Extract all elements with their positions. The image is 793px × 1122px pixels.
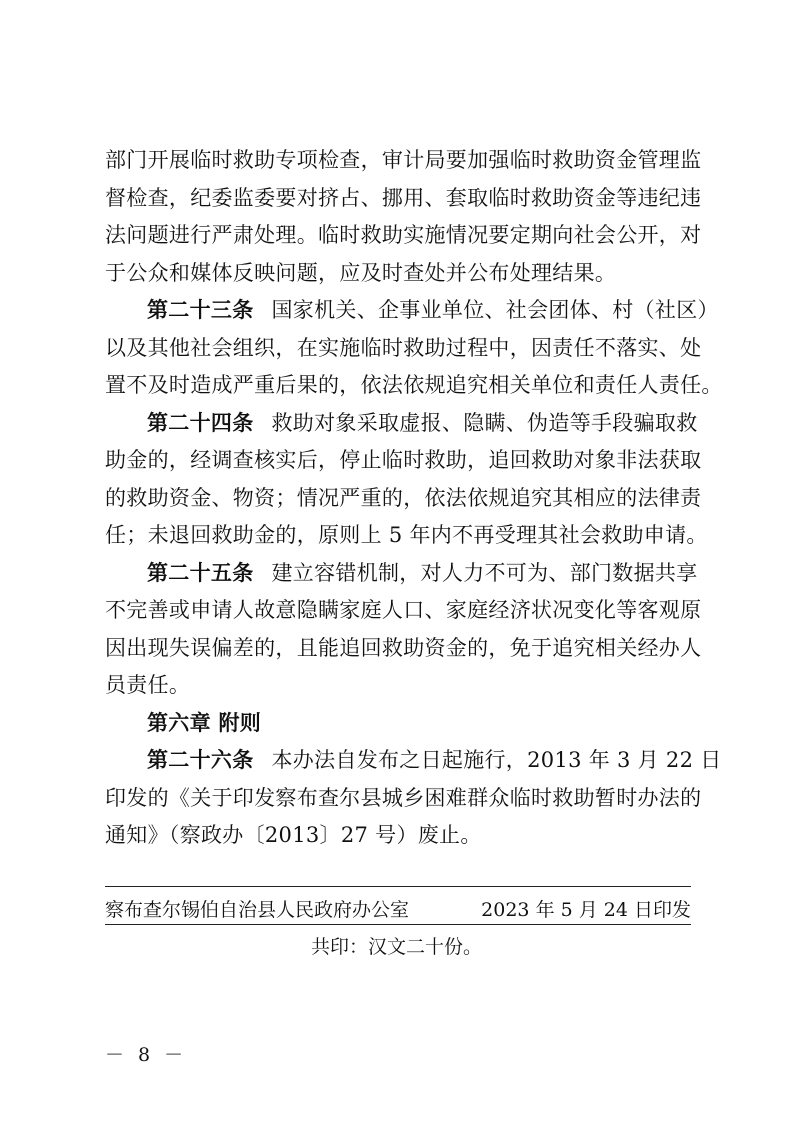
article-24-title: 第二十四条 xyxy=(147,410,254,435)
body-line: 法问题进行严肃处理。临时救助实施情况要定期向社会公开，对 xyxy=(105,223,702,247)
issue-date: 2023 年 5 月 24 日印发 xyxy=(481,899,691,921)
body-line: 助金的，经调查核实后，停止临时救助，追回救助对象非法获取 xyxy=(105,448,702,472)
body-line: 通知》（察政办〔2013〕27 号）废止。 xyxy=(105,823,482,847)
article-23-line xyxy=(105,292,719,330)
article-26-title: 第二十六条 xyxy=(147,748,254,772)
document-body xyxy=(105,142,723,855)
article-24-text: 救助对象采取虚报、隐瞒、伪造等手段骗取救 xyxy=(271,410,698,435)
chapter-heading: 第六章 附则 xyxy=(147,710,262,735)
article-25-text: 建立容错机制，对人力不可为、部门数据共享 xyxy=(271,560,698,585)
body-line: 员责任。 xyxy=(105,673,191,697)
body-line: 不完善或申请人故意隐瞒家庭人口、家庭经济状况变化等客观原 xyxy=(105,598,702,622)
body-line: 任；未退回救助金的，原则上 5 年内不再受理其社会救助申请。 xyxy=(105,523,708,547)
body-line: 置不及时造成严重后果的，依法依规追究相关单位和责任人责任。 xyxy=(105,373,723,397)
body-line: 于公众和媒体反映问题，应及时查处并公布处理结果。 xyxy=(105,260,617,285)
article-25-line xyxy=(105,555,698,593)
article-23-text: 国家机关、企事业单位、社会团体、村（社区） xyxy=(271,298,719,322)
issuer-name: 察布查尔锡伯自治县人民政府办公室 xyxy=(105,899,410,921)
footer-bottom-rule xyxy=(105,924,691,925)
footer-top-rule xyxy=(105,886,691,887)
body-line: 部门开展临时救助专项检查，审计局要加强临时救助资金管理监 xyxy=(105,148,702,172)
copies-note: 共印：汉文二十份。 xyxy=(310,936,482,958)
article-23-title: 第二十三条 xyxy=(147,298,254,322)
article-26-text: 本办法自发布之日起施行，2013 年 3 月 22 日 xyxy=(271,748,722,772)
article-25-title: 第二十五条 xyxy=(147,560,254,585)
body-line: 以及其他社会组织，在实施临时救助过程中，因责任不落实、处 xyxy=(105,335,702,360)
article-24-line xyxy=(105,405,698,443)
body-line: 印发的《关于印发察布查尔县城乡困难群众临时救助暂时办法的 xyxy=(105,785,702,810)
article-26-line xyxy=(105,742,722,780)
body-line: 的救助资金、物资；情况严重的，依法依规追究其相应的法律责 xyxy=(105,485,702,510)
body-line: 因出现失误偏差的，且能追回救助资金的，免于追究相关经办人 xyxy=(105,635,702,660)
page-number: － 8 － xyxy=(105,1044,188,1066)
footer-issuer-line xyxy=(105,897,691,923)
body-line: 督检查，纪委监委要对挤占、挪用、套取临时救助资金等违纪违 xyxy=(105,185,702,210)
